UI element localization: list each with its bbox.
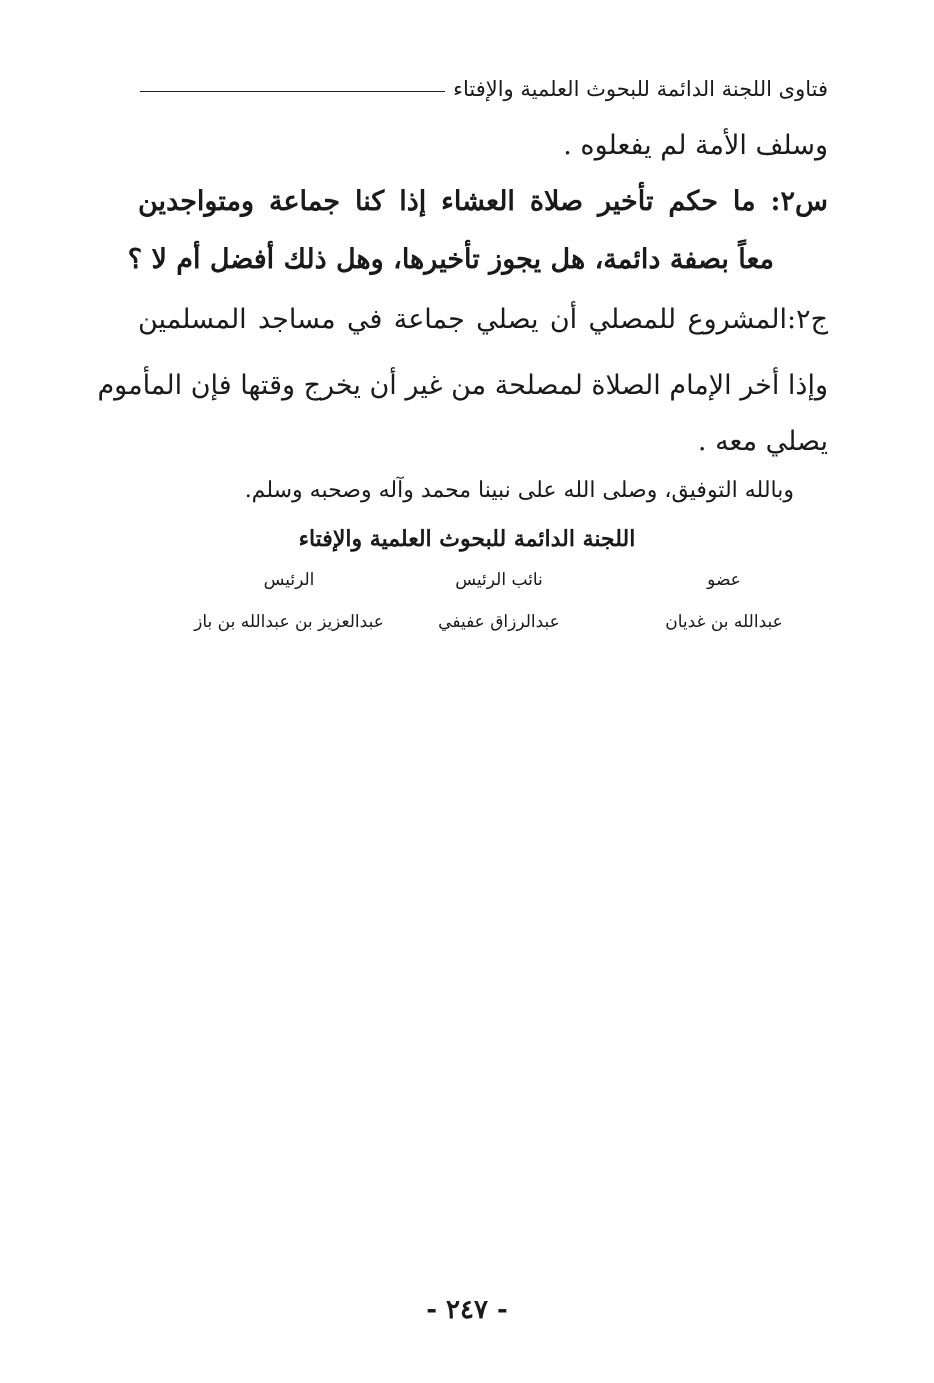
signatory-member [624,566,824,636]
signatory-name: عبدالله بن غديان [665,612,783,632]
answer-line-1: ج٢:المشروع للمصلي أن يصلي جماعة في مساجد المسلمين [138,304,828,335]
header-title: فتاوى اللجنة الدائمة للبحوث العلمية والإفتاء [453,77,828,101]
header-rule [140,91,445,92]
signatory-name: عبدالرزاق عفيفي [438,612,560,632]
signatory-role: نائب الرئيس [455,570,543,590]
answer-line-3: يصلي معه . [697,426,828,457]
signatory-role: الرئيس [263,570,315,590]
running-header [140,72,828,106]
page-number: - ٢٤٧ - [426,1295,508,1325]
closing-line: وبالله التوفيق، وصلى الله على نبينا محمد وآله وصحبه وسلم. [244,478,794,503]
signatory-vice-president [399,566,599,636]
signatory-president [184,566,394,636]
signatory-name: عبدالعزيز بن عبدالله بن باز [194,612,384,632]
answer-line-2: وإذا أخر الإمام الصلاة لمصلحة من غير أن يخرج وقتها فإن المأموم [97,370,828,401]
signatory-role: عضو [707,570,741,590]
question-line-2: معاً بصفة دائمة، هل يجوز تأخيرها، وهل ذلك أفضل أم لا ؟ [127,244,774,275]
question-line-1: س٢: ما حكم تأخير صلاة العشاء إذا كنا جماعة ومتواجدين [138,186,828,217]
committee-title: اللجنة الدائمة للبحوث العلمية والإفتاء [298,526,636,552]
body-line-1: وسلف الأمة لم يفعلوه . [563,130,828,161]
